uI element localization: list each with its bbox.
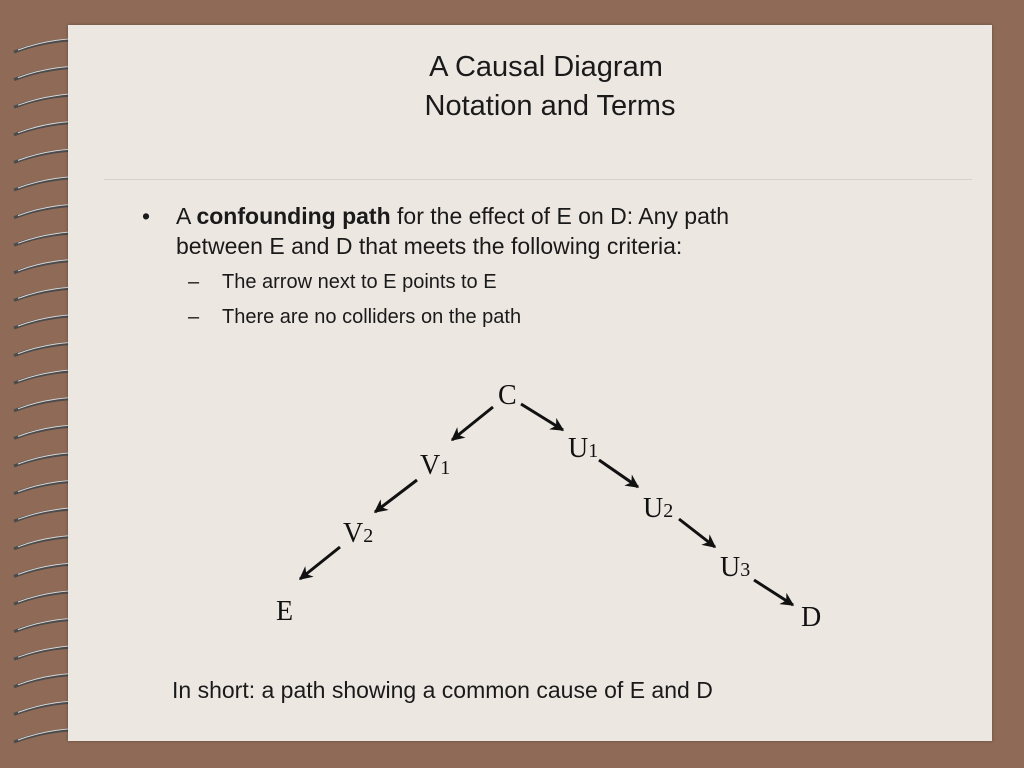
edge-v1-to-v2 xyxy=(375,480,417,512)
edge-v2-to-e xyxy=(300,547,340,579)
bullet-symbol: • xyxy=(142,203,151,229)
slide-title-line1: A Causal Diagram xyxy=(429,51,663,83)
sub-bullet-dash: – xyxy=(188,306,200,328)
node-V1: V1 xyxy=(420,450,451,481)
node-V2: V2 xyxy=(343,518,374,549)
sub-bullet-dash: – xyxy=(188,271,200,293)
edge-c-to-v1 xyxy=(452,407,493,440)
edge-c-to-u1 xyxy=(521,404,563,430)
node-D: D xyxy=(801,602,822,633)
summary-text: In short: a path showing a common cause of E and D xyxy=(172,677,713,703)
bullet-text-line2: between E and D that meets the following criteria: xyxy=(176,233,683,259)
edge-u1-to-u2 xyxy=(599,460,638,487)
bullet-prefix: A xyxy=(176,203,191,229)
node-U2: U2 xyxy=(643,493,674,524)
sub-bullet-item: There are no colliders on the path xyxy=(222,306,522,328)
sub-bullet-item: The arrow next to E points to E xyxy=(222,271,497,293)
edge-u2-to-u3 xyxy=(679,519,715,547)
node-C: C xyxy=(498,380,517,411)
bullet-rest: for the effect of E on D: Any path xyxy=(397,203,730,229)
slide-title-line2: Notation and Terms xyxy=(424,90,676,122)
edge-u3-to-d xyxy=(754,580,793,605)
bullet-bold-term: confounding path xyxy=(196,203,391,229)
node-U1: U1 xyxy=(568,433,599,464)
node-U3: U3 xyxy=(720,552,751,583)
node-E: E xyxy=(276,596,294,627)
